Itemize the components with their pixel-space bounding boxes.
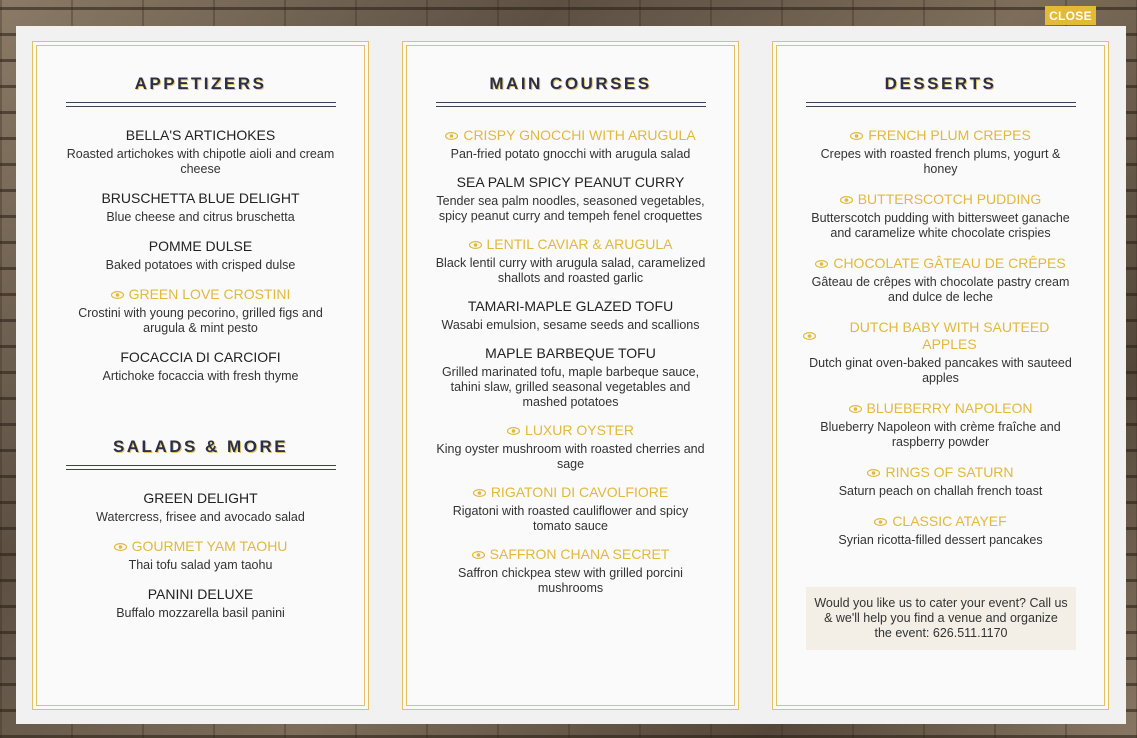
menu-item-label: GREEN DELIGHT bbox=[143, 490, 258, 506]
menu-item-name bbox=[803, 464, 1078, 481]
menu-item bbox=[433, 174, 708, 224]
menu-item-description: Dutch ginat oven-baked pancakes with sauteed apples bbox=[809, 356, 1072, 385]
menu-item-name bbox=[433, 174, 708, 191]
menu-item-description: Grilled marinated tofu, maple barbeque sauce, tahini slaw, grilled seasonal vegetables and mashed potatoes bbox=[441, 365, 700, 409]
menu-item-label: BUTTERSCOTCH PUDDING bbox=[857, 191, 1042, 207]
menu-item-description: Blueberry Napoleon with crème fraîche and raspberry powder bbox=[820, 420, 1061, 449]
menu-item bbox=[63, 238, 338, 273]
menu-column-desserts bbox=[772, 41, 1109, 710]
eye-icon bbox=[114, 543, 127, 551]
menu-item-name bbox=[63, 538, 338, 555]
section-title-desserts: DESSERTS bbox=[884, 74, 997, 93]
section-divider bbox=[806, 102, 1076, 107]
menu-item-label: RINGS OF SATURN bbox=[885, 464, 1014, 480]
menu-item-name bbox=[63, 127, 338, 144]
menu-item-name bbox=[433, 298, 708, 315]
section-title-appetizers: APPETIZERS bbox=[134, 74, 267, 93]
menu-item-label: LUXUR OYSTER bbox=[525, 422, 634, 438]
menu-item-name bbox=[63, 490, 338, 507]
menu-item-description: Blue cheese and citrus bruschetta bbox=[106, 210, 295, 224]
menu-item bbox=[63, 127, 338, 177]
eye-icon bbox=[472, 551, 485, 559]
eye-icon bbox=[874, 518, 887, 526]
eye-icon bbox=[867, 469, 880, 477]
menu-item-label: SEA PALM SPICY PEANUT CURRY bbox=[456, 174, 685, 190]
menu-item bbox=[803, 400, 1078, 450]
menu-item-description: Tender sea palm noodles, seasoned vegetables, spicy peanut curry and tempeh fenel croquettes bbox=[436, 194, 705, 223]
menu-item-name bbox=[803, 191, 1078, 208]
main-courses-list bbox=[433, 127, 708, 596]
section-divider bbox=[436, 102, 706, 107]
menu-item-name bbox=[803, 400, 1078, 417]
menu-column-appetizers bbox=[32, 41, 369, 710]
menu-item-name bbox=[433, 546, 708, 563]
menu-item-description: Watercress, frisee and avocado salad bbox=[96, 510, 305, 524]
section-title-main-courses: MAIN COURSES bbox=[489, 74, 652, 93]
menu-item bbox=[433, 127, 708, 162]
menu-item-name bbox=[803, 319, 1078, 353]
menu-item-label: SAFFRON CHANA SECRET bbox=[489, 546, 670, 562]
menu-item bbox=[433, 422, 708, 472]
menu-item-name bbox=[433, 484, 708, 501]
menu-item-description: Syrian ricotta-filled dessert pancakes bbox=[838, 533, 1043, 547]
eye-icon bbox=[815, 260, 828, 268]
menu-item-description: Crepes with roasted french plums, yogurt & honey bbox=[820, 147, 1061, 176]
menu-item-name bbox=[433, 422, 708, 439]
menu-item-name bbox=[803, 127, 1078, 144]
menu-item-name bbox=[433, 345, 708, 362]
menu-item bbox=[803, 464, 1078, 499]
menu-item-description: Thai tofu salad yam taohu bbox=[128, 558, 273, 572]
menu-item bbox=[803, 513, 1078, 548]
menu-item-label: LENTIL CAVIAR & ARUGULA bbox=[486, 236, 673, 252]
menu-item-label: POMME DULSE bbox=[148, 238, 253, 254]
menu-item-label: RIGATONI DI CAVOLFIORE bbox=[490, 484, 669, 500]
menu-item-name bbox=[433, 127, 708, 144]
eye-icon bbox=[840, 196, 853, 204]
menu-item-label: BELLA'S ARTICHOKES bbox=[125, 127, 276, 143]
eye-icon bbox=[803, 332, 816, 340]
salads-list bbox=[63, 490, 338, 621]
menu-item bbox=[433, 236, 708, 286]
menu-item-description: Black lentil curry with arugula salad, caramelized shallots and roasted garlic bbox=[435, 256, 706, 285]
menu-item bbox=[803, 319, 1078, 386]
menu-column-main-courses bbox=[402, 41, 739, 710]
menu-item bbox=[433, 484, 708, 534]
menu-item-name bbox=[63, 286, 338, 303]
menu-item bbox=[63, 286, 338, 336]
menu-item-label: BRUSCHETTA BLUE DELIGHT bbox=[101, 190, 300, 206]
eye-icon bbox=[473, 489, 486, 497]
menu-item-description: Roasted artichokes with chipotle aioli and cream cheese bbox=[66, 147, 335, 176]
menu-item-label: CRISPY GNOCCHI WITH ARUGULA bbox=[463, 127, 696, 143]
menu-item-name bbox=[803, 255, 1078, 272]
menu-item bbox=[63, 490, 338, 525]
close-button[interactable]: CLOSE bbox=[1045, 6, 1096, 25]
menu-item bbox=[63, 349, 338, 384]
section-divider bbox=[66, 102, 336, 107]
eye-icon bbox=[850, 132, 863, 140]
menu-item-name bbox=[433, 236, 708, 253]
menu-item-description: Crostini with young pecorino, grilled figs and arugula & mint pesto bbox=[78, 306, 323, 335]
cater-callout: Would you like us to cater your event? Call us & we'll help you find a venue and organize the event: 626.511.1170 bbox=[806, 587, 1076, 650]
menu-item-description: Wasabi emulsion, sesame seeds and scallions bbox=[441, 318, 700, 332]
menu-item-name bbox=[63, 349, 338, 366]
menu-panel bbox=[16, 26, 1126, 724]
menu-item-name bbox=[803, 513, 1078, 530]
menu-item-label: FOCACCIA DI CARCIOFI bbox=[120, 349, 281, 365]
menu-item bbox=[63, 538, 338, 573]
menu-item-label: CLASSIC ATAYEF bbox=[892, 513, 1007, 529]
menu-item bbox=[433, 298, 708, 333]
menu-item-label: BLUEBERRY NAPOLEON bbox=[866, 400, 1033, 416]
menu-item-description: Butterscotch pudding with bittersweet ganache and caramelize white chocolate crispies bbox=[811, 211, 1070, 240]
menu-item-label: DUTCH BABY WITH SAUTEED APPLES bbox=[849, 319, 1050, 352]
eye-icon bbox=[507, 427, 520, 435]
menu-item-description: Gâteau de crêpes with chocolate pastry cream and dulce de leche bbox=[811, 275, 1070, 304]
menu-item-label: PANINI DELUXE bbox=[147, 586, 254, 602]
menu-item-description: King oyster mushroom with roasted cherries and sage bbox=[436, 442, 705, 471]
menu-item bbox=[803, 127, 1078, 177]
menu-item-label: GREEN LOVE CROSTINI bbox=[128, 286, 291, 302]
eye-icon bbox=[445, 132, 458, 140]
menu-item-description: Rigatoni with roasted cauliflower and spicy tomato sauce bbox=[452, 504, 689, 533]
menu-item-description: Saffron chickpea stew with grilled porcini mushrooms bbox=[458, 566, 683, 595]
menu-item-name bbox=[63, 586, 338, 603]
menu-item bbox=[63, 190, 338, 225]
menu-item-label: FRENCH PLUM CREPES bbox=[868, 127, 1031, 143]
menu-item-label: CHOCOLATE GÂTEAU DE CRÊPES bbox=[833, 255, 1066, 271]
section-divider bbox=[66, 465, 336, 470]
menu-item-description: Baked potatoes with crisped dulse bbox=[105, 258, 296, 272]
menu-item-description: Buffalo mozzarella basil panini bbox=[116, 606, 285, 620]
menu-item-label: MAPLE BARBEQUE TOFU bbox=[485, 345, 656, 361]
menu-item-label: TAMARI-MAPLE GLAZED TOFU bbox=[467, 298, 674, 314]
eye-icon bbox=[111, 291, 124, 299]
menu-item-name bbox=[63, 238, 338, 255]
menu-item-description: Artichoke focaccia with fresh thyme bbox=[102, 369, 299, 383]
menu-item-name bbox=[63, 190, 338, 207]
menu-item bbox=[433, 345, 708, 410]
appetizers-list bbox=[63, 127, 338, 384]
menu-item bbox=[803, 191, 1078, 241]
menu-item bbox=[63, 586, 338, 621]
menu-item-description: Pan-fried potato gnocchi with arugula salad bbox=[450, 147, 691, 161]
menu-item-description: Saturn peach on challah french toast bbox=[838, 484, 1043, 498]
menu-item-label: GOURMET YAM TAOHU bbox=[131, 538, 288, 554]
menu-item bbox=[803, 255, 1078, 305]
eye-icon bbox=[469, 241, 482, 249]
section-title-salads: SALADS & MORE bbox=[112, 437, 289, 456]
desserts-list bbox=[803, 127, 1078, 548]
menu-item bbox=[433, 546, 708, 596]
eye-icon bbox=[849, 405, 862, 413]
